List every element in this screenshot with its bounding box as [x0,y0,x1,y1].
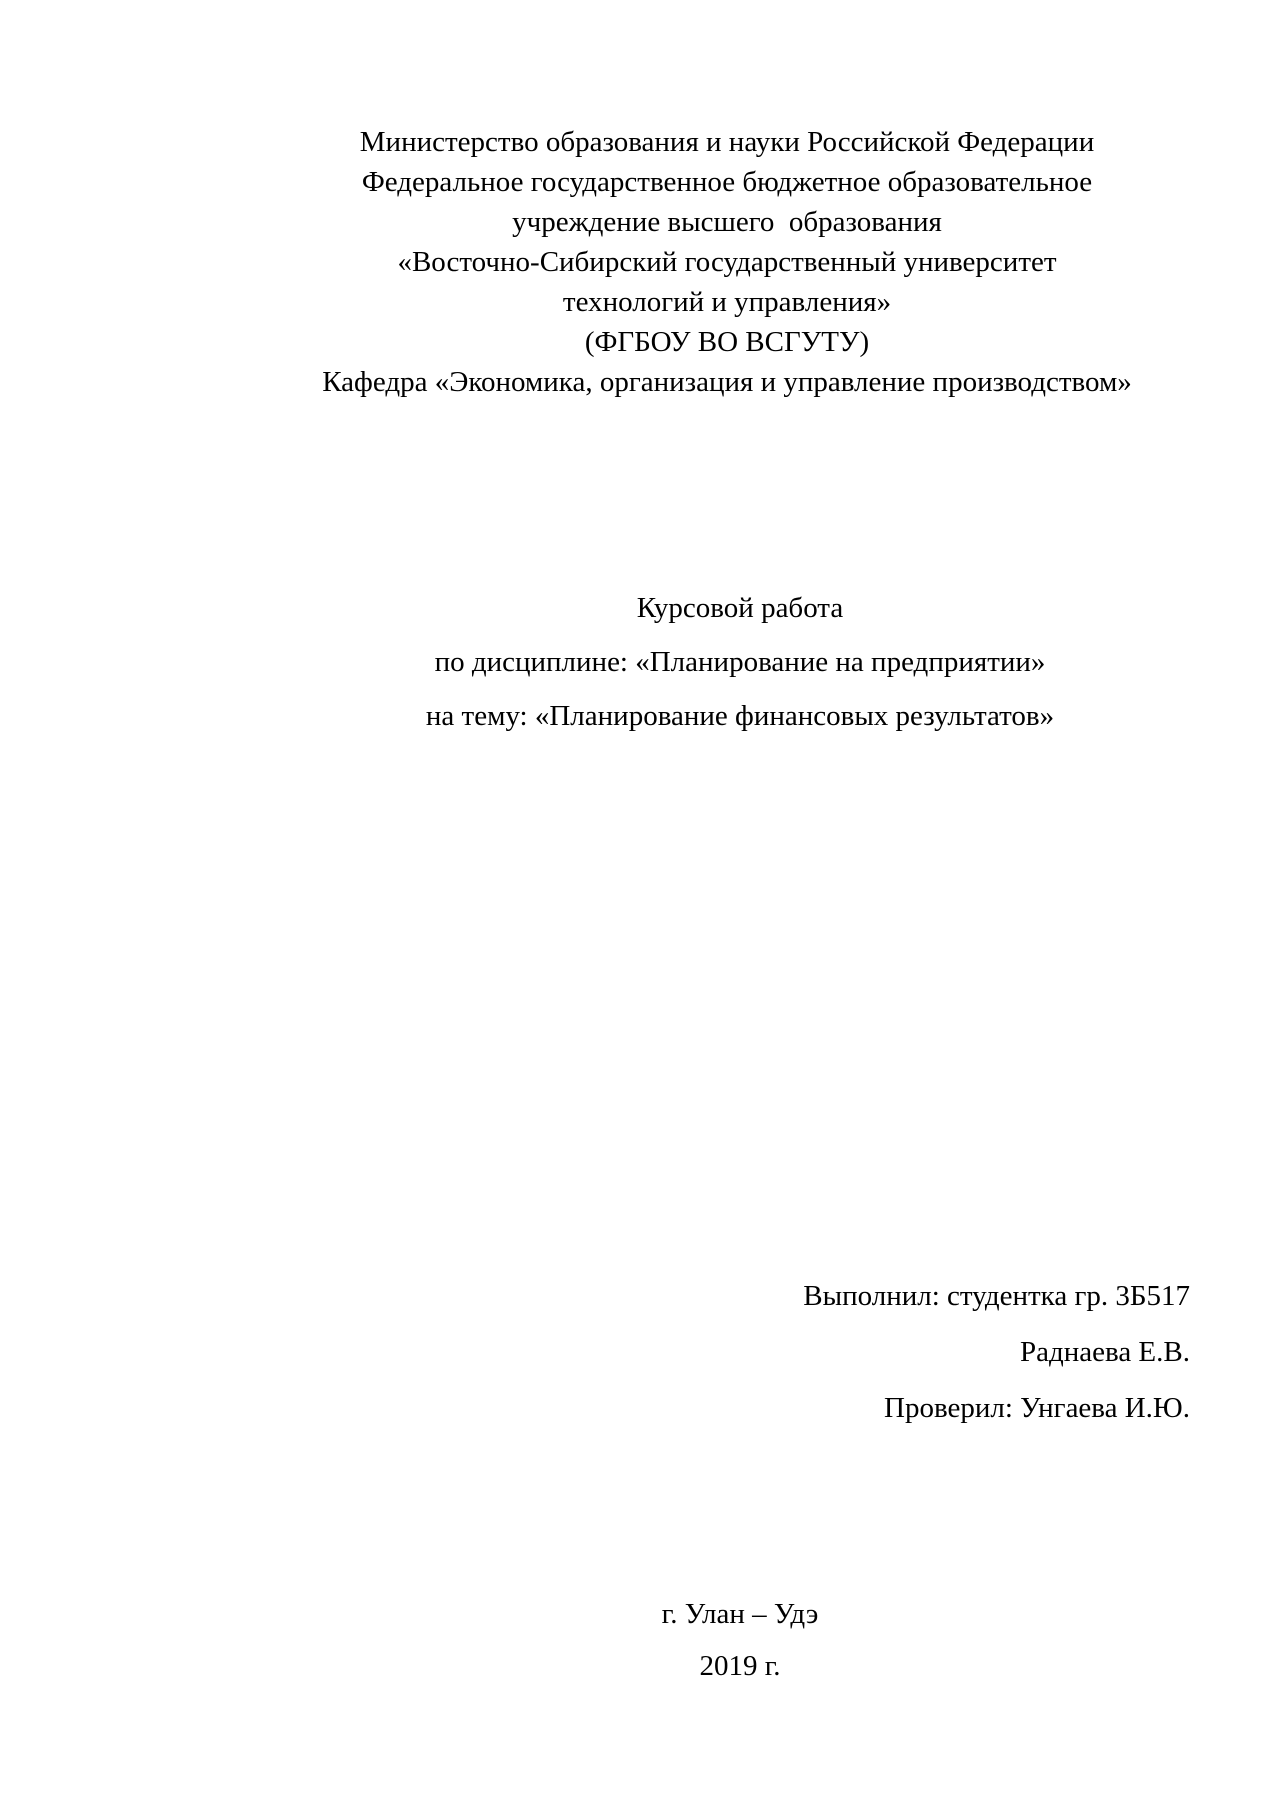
university-name-line: «Восточно-Сибирский государственный университет [397,246,1057,278]
institution-type-line: Федеральное государственное бюджетное образовательное [361,166,1093,198]
university-abbreviation: (ФГБОУ ВО ВСГУТУ) [584,326,870,358]
discipline-line: по дисциплине: «Планирование на предприятии» [434,646,1046,678]
performed-by-line: Выполнил: студентка гр. 3Б517 [803,1280,1190,1312]
institution-type-line-2: учреждение высшего образования [512,206,942,238]
city-line: г. Улан – Удэ [661,1598,819,1630]
department-line: Кафедра «Экономика, организация и управление производством» [322,366,1132,398]
topic-line: на тему: «Планирование финансовых результатов» [425,700,1055,732]
checked-by-line: Проверил: Унгаева И.Ю. [884,1392,1190,1424]
work-type: Курсовой работа [636,592,844,624]
year-line: 2019 г. [699,1650,781,1682]
student-name: Раднаева Е.В. [1019,1336,1190,1368]
ministry-line: Министерство образования и науки Российской Федерации [359,126,1095,158]
university-name-line-2: технологий и управления» [562,286,892,318]
